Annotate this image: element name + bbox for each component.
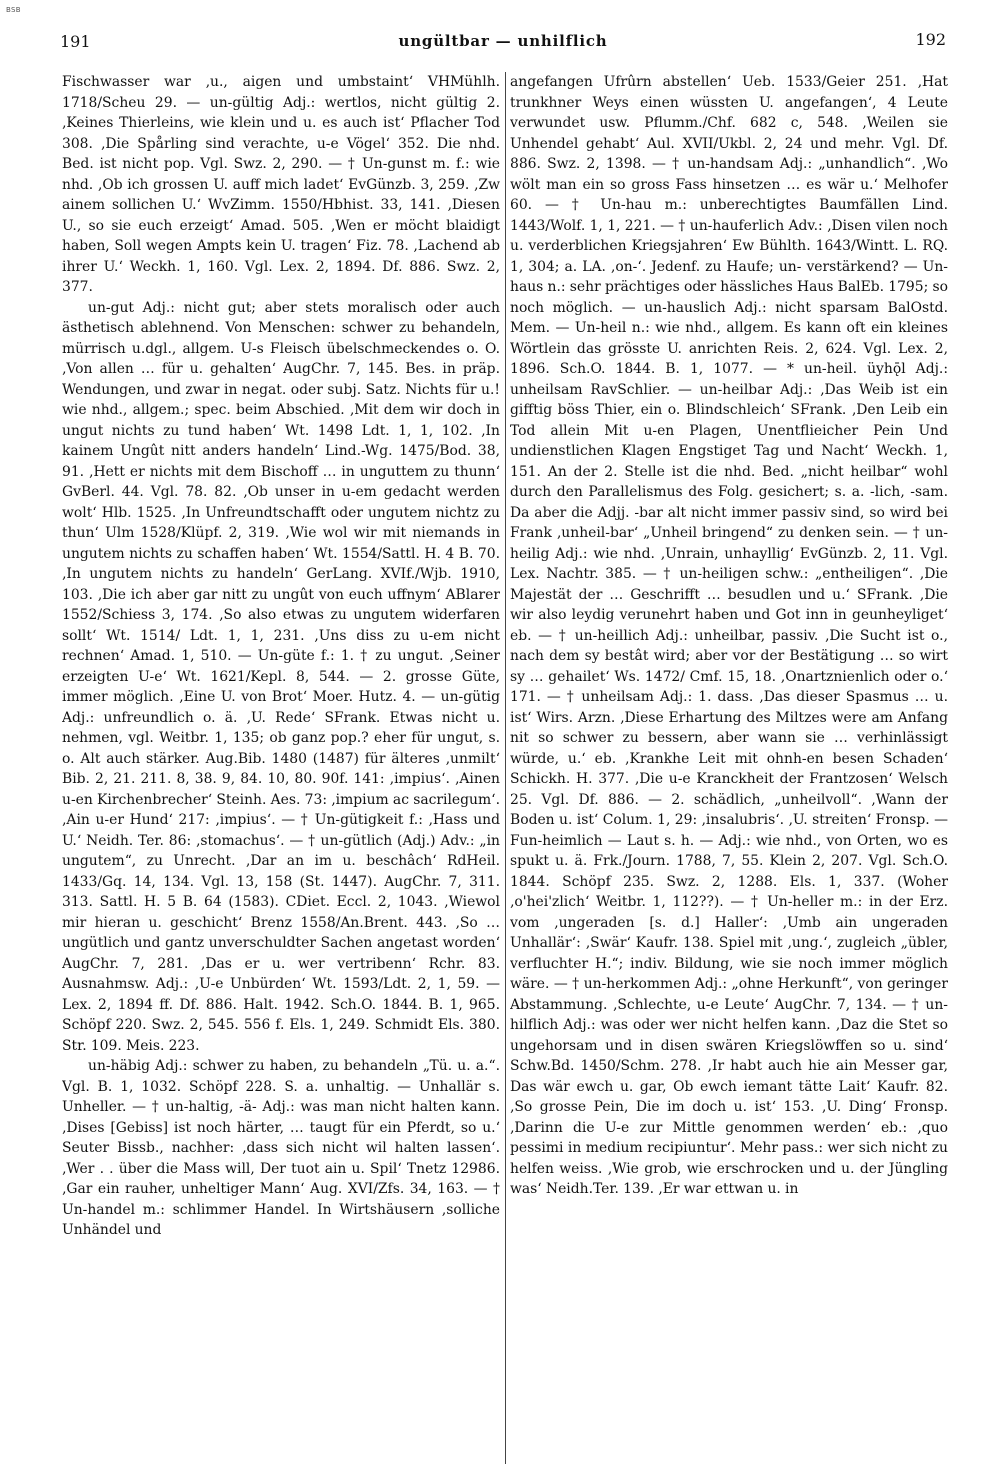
left-column: [62, 72, 500, 1464]
page-number-left: 191: [60, 32, 91, 51]
page-number-right: 192: [915, 30, 946, 49]
running-header: [60, 26, 946, 60]
entry-paragraph: Fischwasser war ‚u., aigen und umbstaint‘ VHMühlh. 1718/Scheu 29. — un-gültig Adj.: wertlos, nicht gültig 2. ‚Keines Thierleins, wie klein und u. es auch ist‘ Pflacher Tod 308. ‚Die Spårling sind verachte, u-e Vögel‘ 352. Die nhd. Bed. ist nicht pop. Vgl. Swz. 2, 290. — † Un-gunst m. f.: wie nhd. ‚Ob ich grossen U. auff mich ladet‘ EvGünzb. 3, 259. ‚Zw ainem sollichen U.‘ WvZimm. 1550/Hbhist. 33, 141. ‚Diesen U., so sie euch erzeigt‘ Amad. 505. ‚Wen er möcht blaidigt haben, Soll wegen Ampts kein U. tragen‘ Fiz. 78. ‚Lachend ab ihrer U.‘ Weckh. 1, 160. Vgl. Lex. 2, 1894. Df. 886. Swz. 2, 377.: [62, 74, 500, 295]
running-title: ungültbar — unhilflich: [398, 32, 608, 50]
dictionary-columns: [62, 72, 948, 1464]
column-divider: [505, 72, 506, 1464]
entry-paragraph: un-gut Adj.: nicht gut; aber stets moralisch oder auch ästhetisch ablehnend. Von Menschen: schwer zu behandeln, mürrisch u.dgl., allgem. U-s Fleisch übelschmeckendes o. O. ‚Von allen … für u. gehalten‘ AugChr. 7, 145. Bes. in präp. Wendungen, und zwar in negat. oder subj. Satz. Nichts für u.! wie nhd., allgem.; spec. beim Abschied. ‚Mit dem wir doch in ungut nichts zu tund haben‘ Wt. 1498 Ldt. 1, 1, 102. ‚In kainem Ungût nitt anders handeln‘ Lind.-Wg. 1475/Bod. 38, 91. ‚Hett er nichts mit dem Bischoff … in unguttem zu thunn‘ GvBerl. 44. Vgl. 78. 82. ‚Ob unser in u-em gedacht werden wolt‘ Hlb. 1525. ‚In Unfreundtschafft oder ungutem nichtz zu thun‘ Ulm 1528/Klüpf. 2, 319. ‚Wie wol wir mit niemands in ungutem nichts zu schaffen haben‘ Wt. 1554/Sattl. H. 4 B. 70. ‚In ungutem nichts zu handeln‘ GerLang. XVIf./Wjb. 1910, 103. ‚Die ich aber gar nitt zu ungût von euch uffnym‘ ABlarer 1552/Schiess 3, 174. ‚So also etwas zu ungutem widerfaren sollt‘ Wt. 1514/ Ldt. 1, 1, 231. ‚Uns diss zu u-em nicht rechnen‘ Amad. 1, 510. — Un-güte f.: 1. † zu ungut. ‚Seiner erzeigten U-e‘ Wt. 1621/Kepl. 8, 544. — 2. grosse Güte, immer möglich. ‚Eine U. von Brot‘ Moer. Hutz. 4. — un-gütig Adj.: unfreundlich o. ä. ‚U. Rede‘ SFrank. Etwas nicht u. nehmen, vgl. Weitbr. 1, 135; ob ganz pop.? eher für ungut, s. o. Alt auch stärker. Aug.Bib. 1480 (1487) für älteres ‚unmilt‘ Bib. 2, 21. 211. 8, 38. 9, 84. 10, 80. 90f. 141: ‚impius‘. ‚Ainen u-en Kirchenbrecher‘ Steinh. Aes. 73: ‚impium ac sacrilegum‘. ‚Ain u-er Hund‘ 217: ‚impius‘. — † Un-gütigkeit f.: ‚Hass und U.‘ Neidh. Ter. 86: ‚stomachus‘. — † un-gütlich (Adj.) Adv.: „in ungutem“, zu Unrecht. ‚Dar an im u. beschâch‘ RdHeil. 1433/Gq. 14, 134. Vgl. 13, 158 (St. 1447). AugChr. 7, 311. 313. Sattl. H. 5 B. 64 (1583). CDiet. Eccl. 2, 1043. ‚Wiewol mir hieran u. geschicht‘ Brenz 1558/An.Brent. 443. ‚So … ungütlich und gantz unverschuldter Sachen angetast worden‘ AugChr. 7, 281. ‚Das er u. wer vertribenn‘ Rchr. 83. Ausnahmsw. Adj.: ‚U-e Unbürden‘ Wt. 1593/Ldt. 2, 1, 59. — Lex. 2, 1894 ff. Df. 886. Halt. 1942. Sch.O. 1844. B. 1, 965. Schöpf 220. Swz. 2, 545. 556 f. Els. 1, 249. Schmidt Els. 380. Str. 109. Meis. 223.: [62, 299, 500, 1054]
library-stamp: BSB: [6, 6, 21, 14]
entry-paragraph: un-häbig Adj.: schwer zu haben, zu behandeln „Tü. u. a.“. Vgl. B. 1, 1032. Schöpf 228. S. a. unhaltig. — Unhallär s. Unheller. — † un-haltig, -ä- Adj.: was man nicht halten kann. ‚Dises [Gebiss] ist noch härter, … taugt für ein Pferdt, so u.‘ Seuter Bissb., nachher: ‚dass sich nicht wil halten lassen‘. ‚Wer . . über die Mass will, Der tuot ain u. Spil‘ Tnetz 12986. ‚Gar ein rauher, unheltiger Mann‘ Aug. XVI/Zfs. 34, 163. — † Un-handel m.: schlimmer Handel. In Wirtshäusern ‚solliche Unhändel und: [62, 1058, 500, 1238]
entry-paragraph: angefangen Ufrûrn abstellen‘ Ueb. 1533/Geier 251. ‚Hat trunkhner Weys einen wüssten U. angefangen‘, 4 Leute verwundet usw. Pflumm./Chf. 682 c, 548. ‚Weilen sie Unhendel gehabt‘ Aul. XVII/Ukbl. 2, 24 und mehr. Vgl. Df. 886. Swz. 2, 1398. — † un-handsam Adj.: „unhandlich“. ‚Wo wölt man ein so gross Fass hinsetzen … es wär u.‘ Melhofer 60. — † Un-hau m.: unberechtigtes Baumfällen Lind. 1443/Wolf. 1, 1, 221. — † un-hauferlich Adv.: ‚Disen vilen noch u. verderblichen Kriegsjahren‘ Ew Bühlth. 1643/Wintt. L. RQ. 1, 304; a. LA. ‚on-‘. Jedenf. zu Haufe; un- verstärkend? — Un-haus n.: sehr prächtiges oder hässliches Haus BalEb. 1795; so noch möglich. — un-hauslich Adj.: nicht sparsam BalOstd. Mem. — Un-heil n.: wie nhd., allgem. Es kann oft ein kleines Wörtlein das grösste U. anrichten Reis. 2, 624. Vgl. Lex. 2, 1896. Sch.O. 1844. B. 1, 1077. — * un-heil. üyhǭl Adj.: unheilsam RavSchlier. — un-heilbar Adj.: ‚Das Weib ist ein gifftig böss Thier, ein o. Blindschleich‘ SFrank. ‚Den Leib ein Tod allein Mit u-en Plagen, Unentflieicher Pein Und undienstlichen Klagen Engstiget Tag und Nacht‘ Weckh. 1, 151. An der 2. Stelle ist die nhd. Bed. „nicht heilbar“ wohl durch den Parallelismus des Folg. gesichert; s. a. -lich, -sam. Da aber die Adjj. -bar alt nicht immer passiv sind, so wird bei Frank ‚unheil-bar‘ „Unheil bringend“ zu denken sein. — † un-heilig Adj.: wie nhd. ‚Unrain, unhayllig‘ EvGünzb. 2, 11. Vgl. Lex. Nachtr. 385. — † un-heiligen schw.: „entheiligen“. ‚Die Majestät der … Geschrifft … besudlen und u.‘ SFrank. ‚Die wir also leydig verunehrt haben und Got inn in geunheyliget‘ eb. — † un-heillich Adj.: unheilbar, passiv. ‚Die Sucht ist o., nach dem sy bestât wird; aber vor der Bestätigung … so wirt sy … gehailet‘ Ws. 1472/ Cmf. 15, 18. ‚Onartznienlich oder o.‘ 171. — † unheilsam Adj.: 1. dass. ‚Das dieser Spasmus … u. ist‘ Wirs. Arzn. ‚Diese Erhartung des Miltzes were am Anfang nit so schwer zu bessern, aber wann sie … verhinlässigt würde, u.‘ eb. ‚Krankhe Leit mit ohnh-en besen Schaden‘ Schickh. H. 377. ‚Die u-e Kranckheit der Frantzosen‘ Welsch 25. Vgl. Df. 886. — 2. schädlich, „unheilvoll“. ‚Wann der Boden u. ist‘ Colum. 1, 29: ‚insalubris‘. ‚U. streiten‘ Fronsp. — Fun-heimlich — Laut s. h. — Adj.: wie nhd., von Orten, wo es spukt u. ä. Frk./Journ. 1788, 7, 55. Klein 2, 207. Vgl. Sch.O. 1844. Schöpf 235. Swz. 2, 1288. Els. 1, 337. (Woher ‚o'hei'zlich‘ Weitbr. 1, 112??). — † Un-heller m.: in der Erz. vom ‚ungeraden [s. d.] Haller‘: ‚Umb ain ungeraden Unhallär‘: ‚Swär‘ Kaufr. 138. Spiel mit ‚ung.‘, zugleich „übler, verfluchter H.“; indiv. Bildung, wie sie noch immer möglich wäre. — † un-herkommen Adj.: „ohne Herkunft“, von geringer Abstammung. ‚Schlechte, u-e Leute‘ AugChr. 7, 134. — † un-hilflich Adj.: was oder wer nicht helfen kann. ‚Daz die Stet so ungehorsam und in disen swären Kriegslöwffen so u. sind‘ Schw.Bd. 1450/Schm. 278. ‚Ir habt auch hie ain Messer gar, Das wär ewch u. gar, Ob ewch iemant tätte Lait‘ Kaufr. 82. ‚So grosse Pein, Die im doch u. ist‘ 153. ‚U. Ding‘ Fronsp. ‚Darinn die U-e zur Mittle genommen werden‘ eb.: ‚quo pessimi in medium recipiuntur‘. Mehr pass.: wer sich nicht zu helfen weiss. ‚Wie grob, wie erschrocken und u. der Jüngling was‘ Neidh.Ter. 139. ‚Er war ettwan u. in: [510, 74, 948, 1197]
right-column: [510, 72, 948, 1464]
